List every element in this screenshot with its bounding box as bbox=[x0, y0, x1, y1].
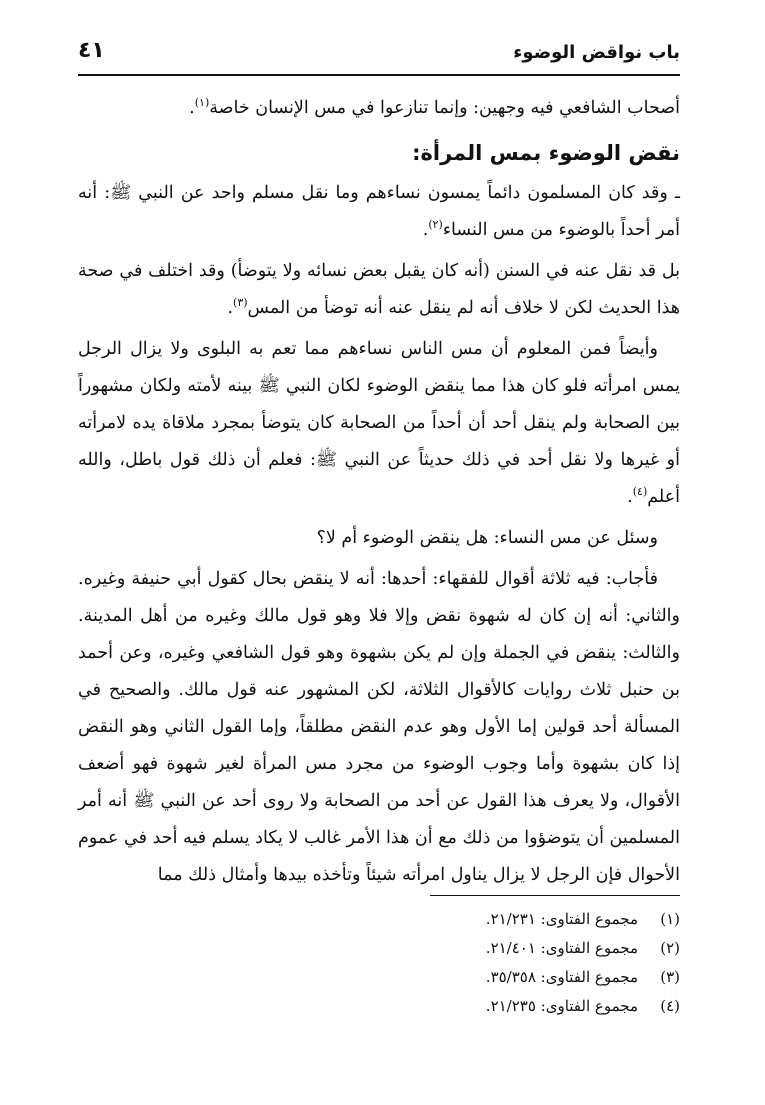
footnote-number: (٣) bbox=[660, 968, 680, 986]
paragraph-end: . bbox=[422, 220, 429, 240]
page-number: ٤١ bbox=[78, 38, 105, 63]
paragraph-text: وأيضاً فمن المعلوم أن مس الناس نساءهم مما تعم به البلوى ولا يزال الرجل يمس امرأته فلو كان هذا مما ينقض الوضوء لكان النبي ﷺ بينه لأمته ولكان مشهوراً بين الصحابة ولم ينقل أحد أن أحداً من الصحابة كان يتوضأ بمجرد ملاقاة يده لامرأته أو غيرها ولا نقل أحد في ذلك حديثاً عن النبي ﷺ: فعلم أن ذلك قول باطل، والله أعلم bbox=[78, 339, 680, 507]
question-paragraph: وسئل عن مس النساء: هل ينقض الوضوء أم لا؟ bbox=[316, 528, 658, 548]
footnote-item bbox=[78, 992, 680, 1021]
footnote-ref: (٣) bbox=[233, 296, 248, 310]
paragraph-text: ـ وقد كان المسلمون دائماً يمسون نساءهم وما نقل مسلم واحد عن النبي ﷺ: أنه أمر أحداً بالوضوء من مس النساء bbox=[78, 183, 680, 240]
footnote-number: (٤) bbox=[660, 997, 680, 1015]
section-heading: نقض الوضوء بمس المرأة: bbox=[412, 141, 680, 165]
answer-paragraph: فأجاب: فيه ثلاثة أقوال للفقهاء: أحدها: أنه لا ينقض بحال كقول أبي حنيفة وغيره. والثاني: أنه إن كان له شهوة نقض وإلا فلا وهو قول مالك وغيره من أهل المدينة. والثالث: ينقض في الجملة وإن لم يكن بشهوة وهو قول الشافعي وغيره، وعن أحمد بن حنبل ثلاث روايات كالأقوال الثلاثة، لكن المشهور عنه قول مالك. والصحيح في المسألة أحد قولين إما الأول وهو عدم النقض مطلقاً، وإما القول الثاني وهو النقض إذا كان بشهوة وأما وجوب الوضوء من مجرد مس المرأة لغير شهوة فهو أضعف الأقوال، ولا يعرف هذا القول عن أحد من الصحابة ولا روى أحد عن النبي ﷺ أنه أمر المسلمين أن يتوضؤوا من ذلك مع أن هذا الأمر غالب لا يكاد يسلم فيه أحد في عموم الأحوال فإن الرجل لا يزال يناول امرأته شيئاً وتأخذه بيدها وأمثال ذلك مما bbox=[78, 569, 680, 885]
footnote-item bbox=[78, 963, 680, 992]
footnote-ref: (٢) bbox=[428, 218, 443, 232]
footnotes bbox=[78, 905, 680, 1021]
footnote-item bbox=[78, 905, 680, 934]
paragraph bbox=[78, 175, 680, 249]
paragraph-end: . bbox=[627, 487, 633, 507]
paragraph bbox=[78, 90, 680, 127]
paragraph bbox=[78, 253, 680, 327]
paragraph-end: . bbox=[189, 98, 195, 118]
paragraph-end: . bbox=[227, 298, 234, 318]
footnote-number: (١) bbox=[660, 910, 680, 928]
footnote-text: مجموع الفتاوى: ٢١/٢٣١. bbox=[485, 910, 638, 928]
footnote-text: مجموع الفتاوى: ٣٥/٣٥٨. bbox=[485, 968, 638, 986]
footnote-ref: (٤) bbox=[632, 485, 648, 499]
footnote-number: (٢) bbox=[660, 939, 680, 957]
main-text bbox=[78, 90, 680, 898]
paragraph-text: أصحاب الشافعي فيه وجهين: وإنما تنازعوا في مس الإنسان خاصة bbox=[209, 98, 680, 118]
footnote-item bbox=[78, 934, 680, 963]
paragraph-text: بل قد نقل عنه في السنن (أنه كان يقبل بعض نسائه ولا يتوضأ) وقد اختلف في صحة هذا الحديث لكن لا خلاف أنه لم ينقل عنه أنه توضأ من المس bbox=[78, 261, 680, 318]
running-header bbox=[78, 36, 680, 76]
footnote-text: مجموع الفتاوى: ٢١/٤٠١. bbox=[485, 939, 638, 957]
footnote-separator bbox=[430, 895, 680, 896]
footnote-text: مجموع الفتاوى: ٢١/٢٣٥. bbox=[485, 997, 638, 1015]
chapter-title: باب نواقض الوضوء bbox=[513, 42, 680, 63]
paragraph bbox=[78, 331, 680, 516]
footnote-ref: (١) bbox=[194, 96, 210, 110]
